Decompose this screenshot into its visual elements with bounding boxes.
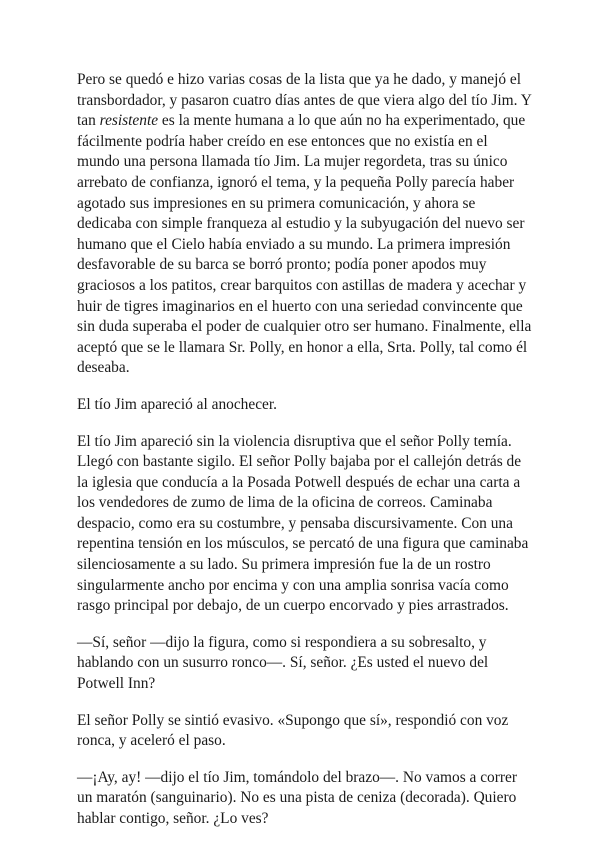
paragraph-3: El tío Jim apareció sin la violencia disruptiva que el señor Polly temía. Llegó con bastante sigilo. El señor Polly bajaba por el callejón detrás de la iglesia que conducía a la Posada Potwell después de echar una carta a los vendedores de zumo de lima de la oficina de correos. Caminaba despacio, como era su costumbre, y pensaba discursivamente. Con una repentina tensión en los músculos, se percató de una figura que caminaba silenciosamente a su lado. Su primera impresión fue la de un rostro singularmente ancho por encima y con una amplia sonrisa vacía como rasgo principal por debajo, de un cuerpo encorvado y pies arrastrados. [77, 432, 529, 615]
paragraph-1-emphasis: resistente [99, 112, 159, 130]
paragraph-6: —¡Ay, ay! —dijo el tío Jim, tomándolo del brazo—. No vamos a correr un maratón (sanguinario). No es una pista de ceniza (decorada). Quiero hablar contigo, señor. ¿Lo ves? [77, 768, 517, 827]
paragraph-1 [77, 70, 533, 379]
paragraph-1-after: es la mente humana a lo que aún no ha experimentado, que fácilmente podría haber creído en ese entonces que no existía en el mundo una persona llamada tío Jim. La mujer regordeta, tras su único arrebato de confianza, ignoró el tema, y la pequeña Polly parecía haber agotado sus impresiones en su primera comunicación, y ahora se dedicaba con simple franqueza al estudio y la subyugación del nuevo ser humano que el Cielo había enviado a su mundo. La primera impresión desfavorable de su barca se borró pronto; podía poner apodos muy graciosos a los patitos, crear barquitos con astillas de madera y acechar y huir de tigres imaginarios en el huerto con una seriedad convincente que sin duda superaba el poder de cualquier otro ser humano. Finalmente, ella aceptó que se le llamara Sr. Polly, en honor a ella, Srta. Polly, tal como él deseaba. [77, 112, 532, 377]
paragraph-5: El señor Polly se sintió evasivo. «Supongo que sí», respondió con voz ronca, y aceleró el paso. [77, 711, 509, 750]
paragraph-4: —Sí, señor —dijo la figura, como si respondiera a su sobresalto, y hablando con un susurro ronco—. Sí, señor. ¿Es usted el nuevo del Potwell Inn? [77, 633, 489, 693]
paragraph-2: El tío Jim apareció al anochecer. [77, 395, 277, 413]
book-page [77, 70, 533, 846]
paragraph-1-before: Pero se quedó e hizo varias cosas de la lista que ya he dado, y manejó el transbordador, y pasaron cuatro días antes de que viera algo del tío Jim. Y tan [77, 71, 532, 130]
